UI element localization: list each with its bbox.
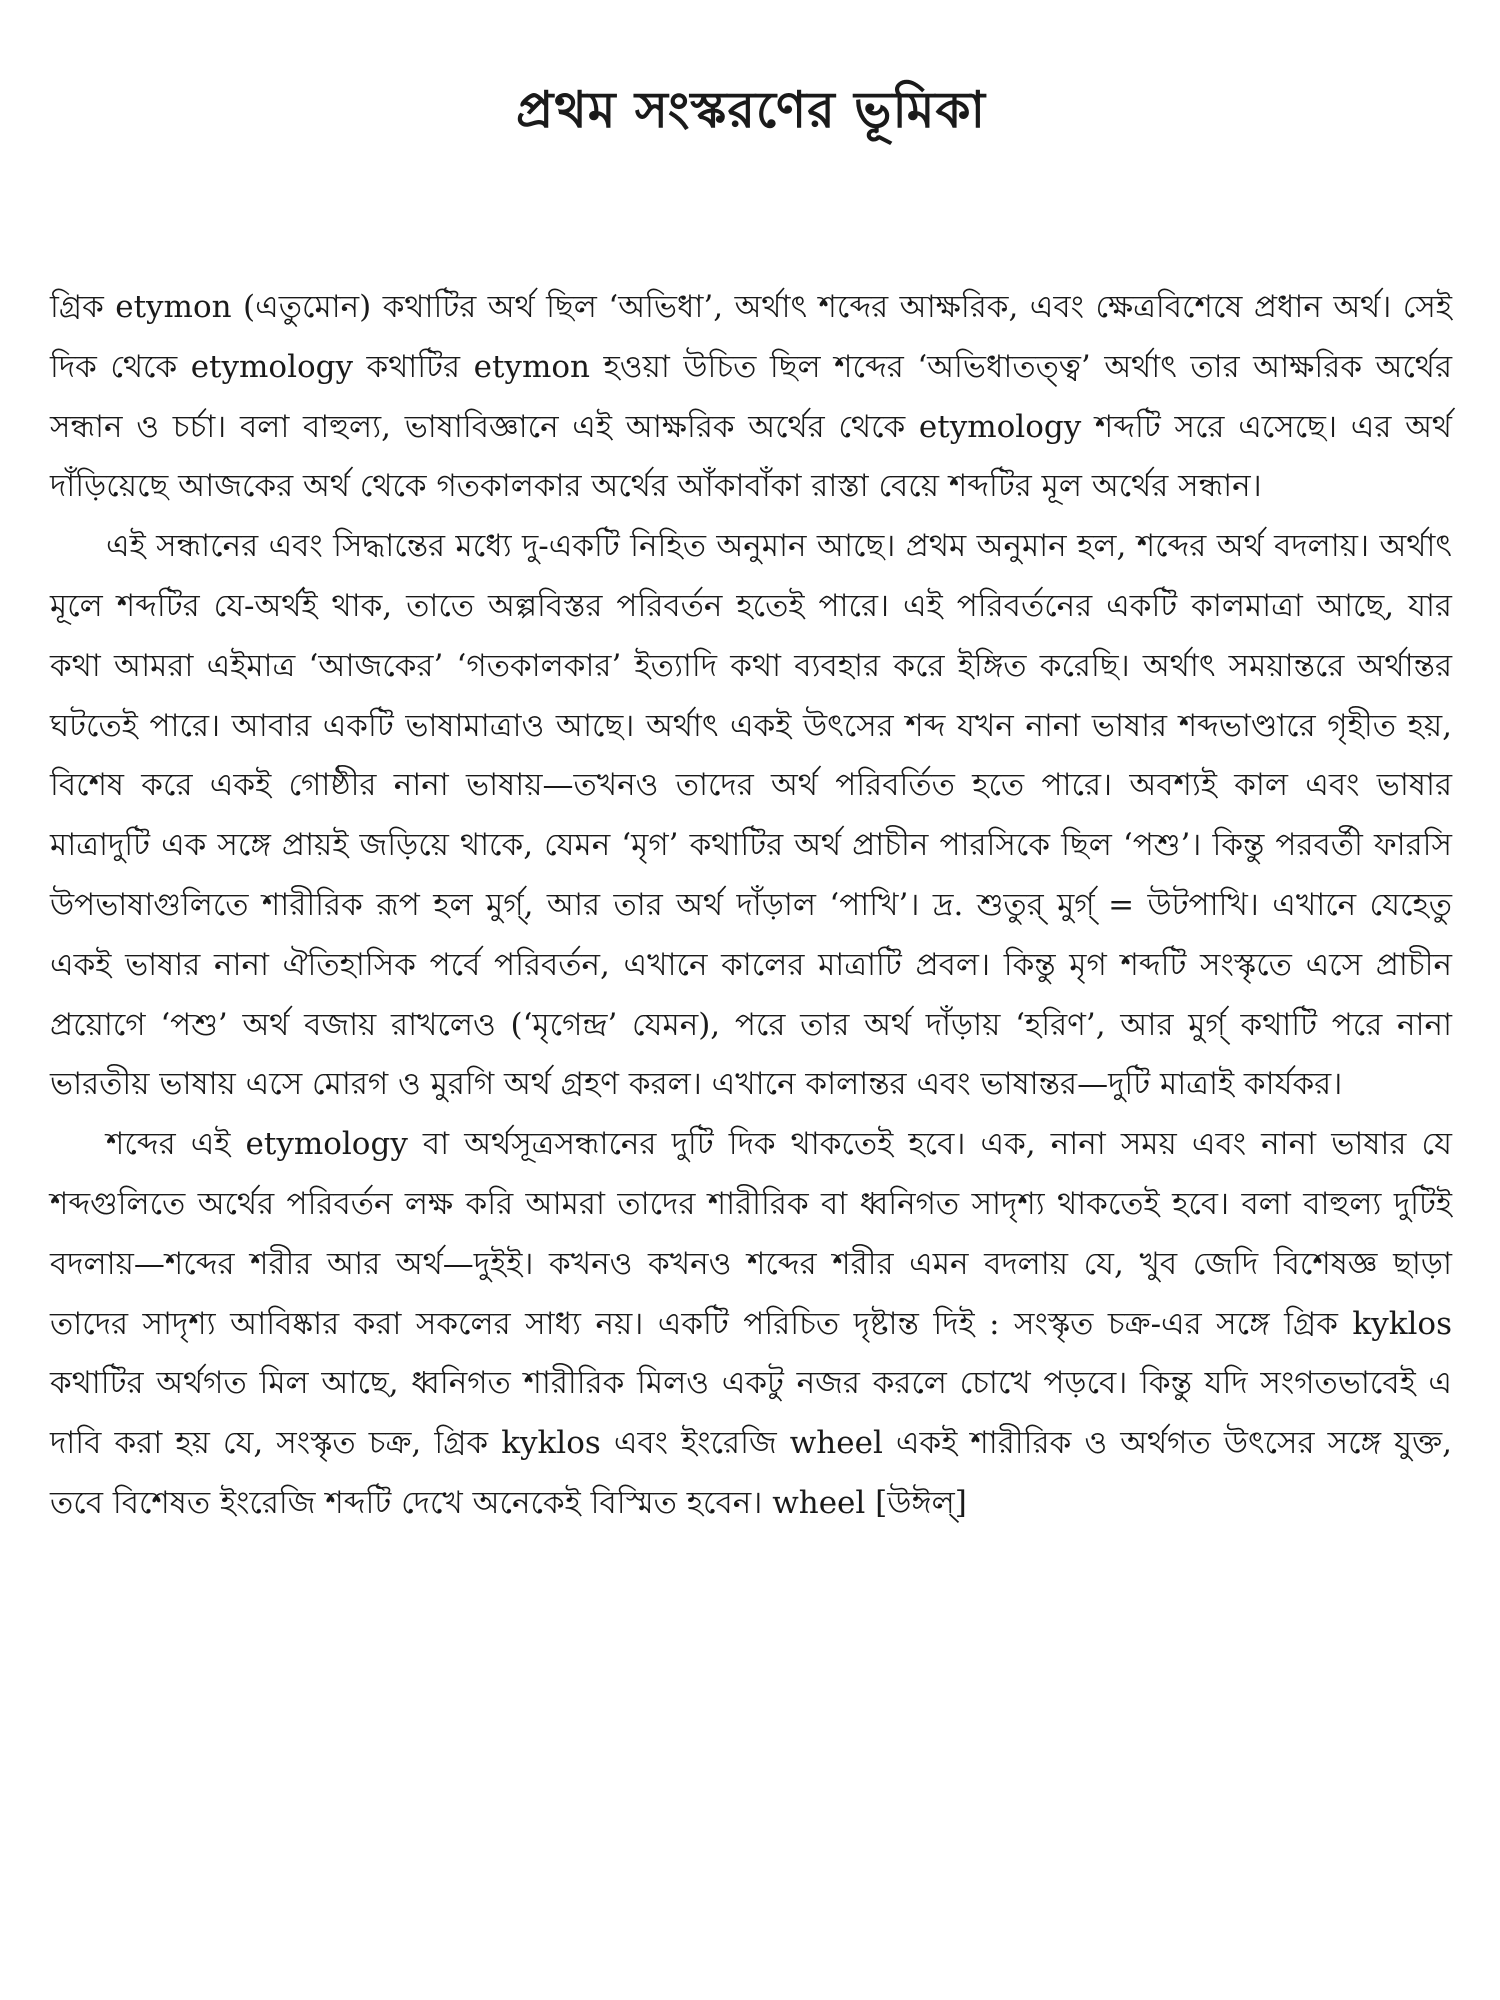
paragraph-2: এই সন্ধানের এবং সিদ্ধান্তের মধ্যে দু-একটি নিহিত অনুমান আছে। প্রথম অনুমান হল, শব্দের অর্থ বদলায়। অর্থাৎ মূলে শব্দটির যে-অর্থই থাক, তাতে অল্পবিস্তর পরিবর্তন হতেই পারে। এই পরিবর্তনের একটি কালমাত্রা আছে, যার কথা আমরা এইমাত্র ‘আজকের’ ‘গতকালকার’ ইত্যাদি কথা ব্যবহার করে ইঙ্গিত করেছি। অর্থাৎ সময়ান্তরে অর্থান্তর ঘটতেই পারে। আবার একটি ভাষামাত্রাও আছে। অর্থাৎ একই উৎসের শব্দ যখন নানা ভাষার শব্দভাণ্ডারে গৃহীত হয়, বিশেষ করে একই গোষ্ঠীর নানা ভাষায়—তখনও তাদের অর্থ পরিবর্তিত হতে পারে। অবশ্যই কাল এবং ভাষার মাত্রাদুটি এক সঙ্গে প্রায়ই জড়িয়ে থাকে, যেমন ‘মৃগ’ কথাটির অর্থ প্রাচীন পারসিকে ছিল ‘পশু’। কিন্তু পরবর্তী ফারসি উপভাষাগুলিতে শারীরিক রূপ হল মুর্গ্‌, আর তার অর্থ দাঁড়াল ‘পাখি’। দ্র. শুতুর্‌ মুর্গ্‌ = উটপাখি। এখানে যেহেতু একই ভাষার নানা ঐতিহাসিক পর্বে পরিবর্তন, এখানে কালের মাত্রাটি প্রবল। কিন্তু মৃগ শব্দটি সংস্কৃতে এসে প্রাচীন প্রয়োগে ‘পশু’ অর্থ বজায় রাখলেও (‘মৃগেন্দ্র’ যেমন), পরে তার অর্থ দাঁড়ায় ‘হরিণ’, আর মুর্গ্‌ কথাটি পরে নানা ভারতীয় ভাষায় এসে মোরগ ও মুরগি অর্থ গ্রহণ করল। এখানে কালান্তর এবং ভাষান্তর—দুটি মাত্রাই কার্যকর। <box>50 528 1452 1103</box>
paragraph-3: শব্দের এই etymology বা অর্থসূত্রসন্ধানের দুটি দিক থাকতেই হবে। এক, নানা সময় এবং নানা ভাষার যে শব্দগুলিতে অর্থের পরিবর্তন লক্ষ করি আমরা তাদের শারীরিক বা ধ্বনিগত সাদৃশ্য থাকতেই হবে। বলা বাহুল্য দুটিই বদলায়—শব্দের শরীর আর অর্থ—দুইই। কখনও কখনও শব্দের শরীর এমন বদলায় যে, খুব জেদি বিশেষজ্ঞ ছাড়া তাদের সাদৃশ্য আবিষ্কার করা সকলের সাধ্য নয়। একটি পরিচিত দৃষ্টান্ত দিই : সংস্কৃত চক্র-এর সঙ্গে গ্রিক kyklos কথাটির অর্থগত মিল আছে, ধ্বনিগত শারীরিক মিলও একটু নজর করলে চোখে পড়বে। কিন্তু যদি সংগতভাবেই এ দাবি করা হয় যে, সংস্কৃত চক্র, গ্রিক kyklos এবং ইংরেজি wheel একই শারীরিক ও অর্থগত উৎসের সঙ্গে যুক্ত, তবে বিশেষত ইংরেজি শব্দটি দেখে অনেকেই বিস্মিত হবেন। wheel [উঈল্‌] <box>50 1126 1452 1521</box>
page-title: প্রথম সংস্করণের ভূমিকা <box>516 80 986 139</box>
document-body <box>50 278 1452 1534</box>
paragraph-1: গ্রিক etymon (এতুমোন) কথাটির অর্থ ছিল ‘অভিধা’, অর্থাৎ শব্দের আক্ষরিক, এবং ক্ষেত্রবিশেষে প্রধান অর্থ। সেই দিক থেকে etymology কথাটির etymon হওয়া উচিত ছিল শব্দের ‘অভিধাতত্ত্ব’ অর্থাৎ তার আক্ষরিক অর্থের সন্ধান ও চর্চা। বলা বাহুল্য, ভাষাবিজ্ঞানে এই আক্ষরিক অর্থের থেকে etymology শব্দটি সরে এসেছে। এর অর্থ দাঁড়িয়েছে আজকের অর্থ থেকে গতকালকার অর্থের আঁকাবাঁকা রাস্তা বেয়ে শব্দটির মূল অর্থের সন্ধান। <box>50 289 1452 505</box>
